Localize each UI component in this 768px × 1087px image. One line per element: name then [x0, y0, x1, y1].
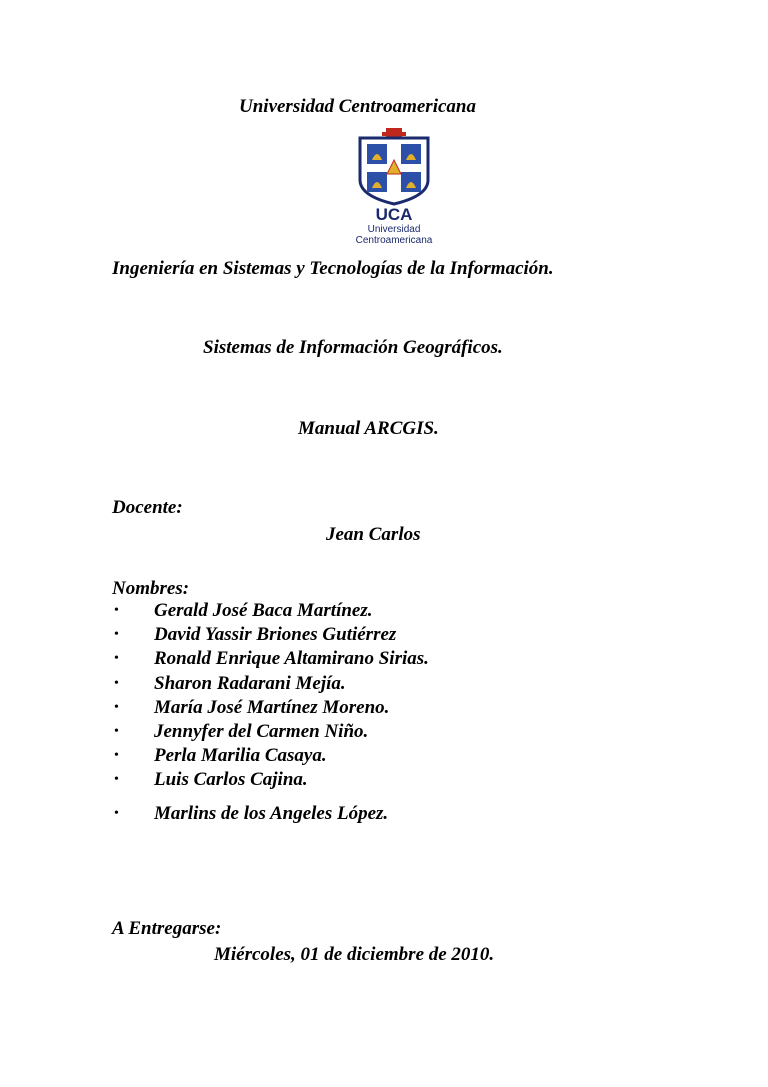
student-item [112, 697, 429, 721]
logo-line2: Centroamericana [355, 235, 433, 246]
logo-acronym: UCA [375, 205, 413, 224]
student-item [112, 624, 429, 648]
uca-logo [334, 128, 454, 246]
student-item [112, 721, 429, 745]
student-item [112, 803, 429, 837]
students-label: Nombres: [112, 578, 190, 599]
teacher-label: Docente: [112, 497, 183, 518]
bullet-icon: • [114, 603, 119, 618]
career-title: Ingeniería en Sistemas y Tecnologías de la Información. [112, 258, 554, 279]
logo-line1: Universidad [367, 224, 421, 235]
bullet-icon: • [114, 627, 119, 643]
student-item [112, 600, 429, 624]
student-name: Ronald Enrique Altamirano Sirias. [154, 648, 429, 670]
student-name: Gerald José Baca Martínez. [154, 600, 373, 621]
document-title: Manual ARCGIS. [298, 418, 439, 439]
course-title: Sistemas de Información Geográficos. [203, 337, 503, 358]
student-name: David Yassir Briones Gutiérrez [154, 624, 397, 646]
teacher-name: Jean Carlos [326, 524, 421, 545]
bullet-icon: • [114, 748, 119, 764]
student-name: Marlins de los Angeles López. [154, 803, 389, 825]
bullet-icon: • [114, 772, 119, 788]
students-list [112, 600, 429, 837]
student-item [112, 769, 429, 803]
delivery-label: A Entregarse: [112, 918, 222, 939]
bullet-icon: • [114, 699, 119, 715]
student-name: Jennyfer del Carmen Niño. [154, 720, 369, 742]
bullet-icon: • [114, 675, 119, 691]
student-name: Sharon Radarani Mejía. [154, 672, 346, 694]
student-name: Luis Carlos Cajina. [154, 769, 308, 791]
bullet-icon: • [114, 651, 119, 667]
student-item [112, 673, 429, 697]
delivery-date: Miércoles, 01 de diciembre de 2010. [214, 944, 495, 965]
student-item [112, 745, 429, 769]
student-item [112, 648, 429, 672]
bullet-icon: • [114, 723, 119, 739]
university-heading: Universidad Centroamericana [239, 96, 476, 117]
bullet-icon: • [114, 806, 119, 822]
student-name: Perla Marilia Casaya. [154, 745, 327, 767]
student-name: María José Martínez Moreno. [154, 696, 390, 718]
